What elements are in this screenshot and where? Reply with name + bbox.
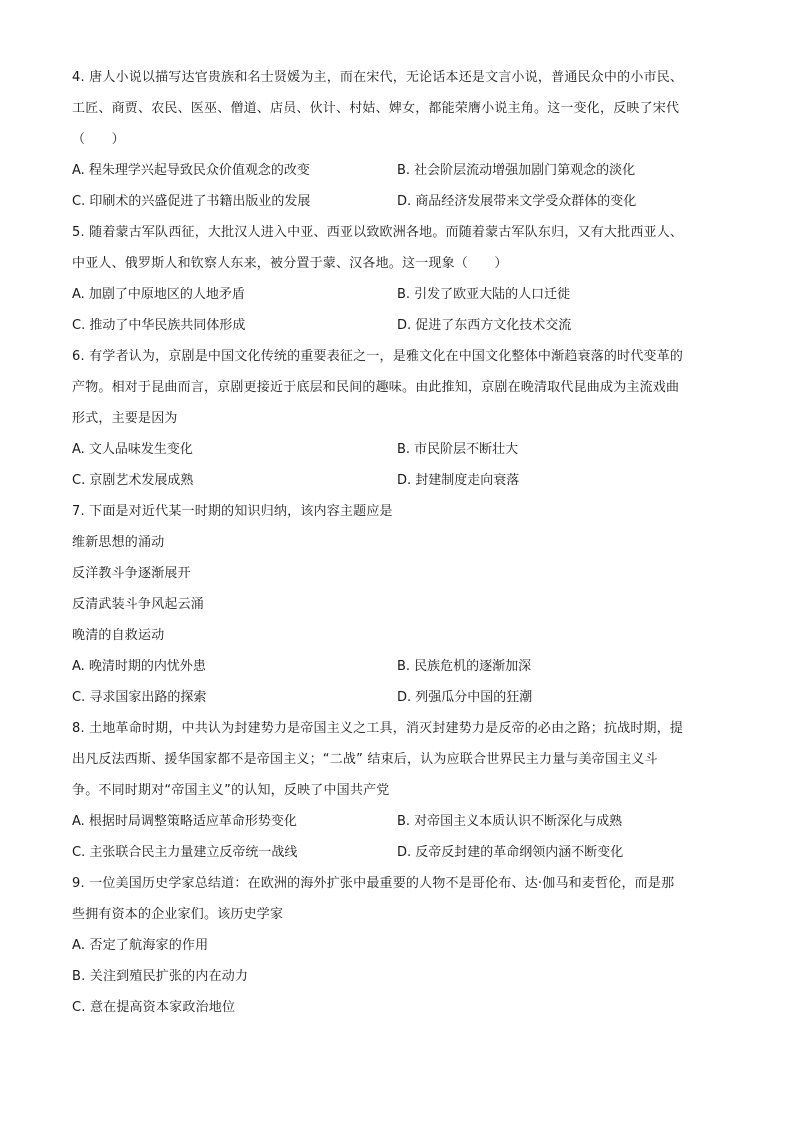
question-6-stem-line-2: 产物。相对于昆曲而言，京剧更接近于底层和民间的趣味。由此推知，京剧在晚清取代昆曲成为主流戏曲 bbox=[72, 380, 680, 395]
question-4-stem-line-3: （ ） bbox=[72, 132, 125, 147]
question-8-option-d[interactable]: D. 反帝反封建的革命纲领内涵不断变化 bbox=[397, 845, 624, 860]
question-7-options-row-1 bbox=[72, 651, 724, 682]
question-6-option-b[interactable]: B. 市民阶层不断壮大 bbox=[397, 442, 519, 457]
question-8-stem-line-2: 出凡反法西斯、援华国家都不是帝国主义；“二战” 结束后，认为应联合世界民主力量与美帝国主义斗 bbox=[72, 752, 658, 767]
question-7-material-line-2: 反洋教斗争逐渐展开 bbox=[72, 566, 191, 581]
question-9-option-b[interactable]: B. 关注到殖民扩张的内在动力 bbox=[72, 969, 249, 984]
question-7-material-line-1: 维新思想的涌动 bbox=[72, 535, 165, 550]
question-4-options-row-2 bbox=[72, 186, 724, 217]
question-7-stem-line-1: 7. 下面是对近代某一时期的知识归纳，该内容主题应是 bbox=[72, 504, 393, 519]
question-9-stem-line-1: 9. 一位美国历史学家总结道：在欧洲的海外扩张中最重要的人物不是哥伦布、达·伽马和麦哲伦，而是那 bbox=[72, 876, 675, 891]
question-9-stem-line-2: 些拥有资本的企业家们。该历史学家 bbox=[72, 907, 284, 922]
question-8 bbox=[72, 713, 724, 868]
question-6-option-c[interactable]: C. 京剧艺术发展成熟 bbox=[72, 473, 194, 488]
question-6-options-row-2 bbox=[72, 465, 724, 496]
question-4-stem-line-1: 4. 唐人小说以描写达官贵族和名士贤媛为主，而在宋代，无论话本还是文言小说，普通民众中的小市民、 bbox=[72, 70, 684, 85]
question-9 bbox=[72, 868, 724, 1023]
question-6-stem-line-1: 6. 有学者认为，京剧是中国文化传统的重要表征之一，是雅文化在中国文化整体中渐趋衰落的时代变革的 bbox=[72, 349, 684, 364]
question-8-options-row-1 bbox=[72, 806, 724, 837]
question-7 bbox=[72, 496, 724, 713]
question-8-option-a[interactable]: A. 根据时局调整策略适应革命形势变化 bbox=[72, 814, 297, 829]
question-5-stem-line-1: 5. 随着蒙古军队西征，大批汉人进入中亚、西亚以致欧洲各地。而随着蒙古军队东归，又有大批西亚人、 bbox=[72, 225, 684, 240]
exam-page bbox=[72, 62, 724, 1023]
question-7-options-row-2 bbox=[72, 682, 724, 713]
question-5-options-row-1 bbox=[72, 279, 724, 310]
question-6 bbox=[72, 341, 724, 496]
question-4-stem-line-2: 工匠、商贾、农民、医巫、僧道、店员、伙计、村姑、婢女，都能荣膺小说主角。这一变化，反映了宋代 bbox=[72, 101, 680, 116]
question-7-material-line-3: 反清武装斗争风起云涌 bbox=[72, 597, 205, 612]
question-4 bbox=[72, 62, 724, 217]
question-5-option-c[interactable]: C. 推动了中华民族共同体形成 bbox=[72, 318, 246, 333]
question-6-options-row-1 bbox=[72, 434, 724, 465]
question-7-option-c[interactable]: C. 寻求国家出路的探索 bbox=[72, 690, 207, 705]
question-8-option-c[interactable]: C. 主张联合民主力量建立反帝统一战线 bbox=[72, 845, 298, 860]
question-5-options-row-2 bbox=[72, 310, 724, 341]
question-6-stem-line-3: 形式，主要是因为 bbox=[72, 411, 178, 426]
question-7-material-line-4: 晚清的自救运动 bbox=[72, 628, 165, 643]
question-4-option-d[interactable]: D. 商品经济发展带来文学受众群体的变化 bbox=[397, 194, 637, 209]
question-5-option-a[interactable]: A. 加剧了中原地区的人地矛盾 bbox=[72, 287, 245, 302]
question-8-options-row-2 bbox=[72, 837, 724, 868]
question-8-option-b[interactable]: B. 对帝国主义本质认识不断深化与成熟 bbox=[397, 814, 623, 829]
question-4-option-b[interactable]: B. 社会阶层流动增强加剧门第观念的淡化 bbox=[397, 163, 636, 178]
question-5 bbox=[72, 217, 724, 341]
question-6-option-a[interactable]: A. 文人品味发生变化 bbox=[72, 442, 193, 457]
question-4-option-a[interactable]: A. 程朱理学兴起导致民众价值观念的改变 bbox=[72, 163, 310, 178]
question-5-stem-line-2: 中亚人、俄罗斯人和钦察人东来，被分置于蒙、汉各地。这一现象（ ） bbox=[72, 256, 508, 271]
question-9-option-c[interactable]: C. 意在提高资本家政治地位 bbox=[72, 1000, 236, 1015]
question-4-options-row-1 bbox=[72, 155, 724, 186]
question-8-stem-line-3: 争。不同时期对“帝国主义”的认知，反映了中国共产党 bbox=[72, 783, 390, 798]
question-5-option-d[interactable]: D. 促进了东西方文化技术交流 bbox=[397, 318, 572, 333]
question-5-option-b[interactable]: B. 引发了欧亚大陆的人口迁徙 bbox=[397, 287, 571, 302]
question-7-option-a[interactable]: A. 晚清时期的内忧外患 bbox=[72, 659, 206, 674]
question-7-option-b[interactable]: B. 民族危机的逐渐加深 bbox=[397, 659, 532, 674]
question-7-option-d[interactable]: D. 列强瓜分中国的狂潮 bbox=[397, 690, 533, 705]
question-4-option-c[interactable]: C. 印刷术的兴盛促进了书籍出版业的发展 bbox=[72, 194, 311, 209]
question-6-option-d[interactable]: D. 封建制度走向衰落 bbox=[397, 473, 520, 488]
question-8-stem-line-1: 8. 土地革命时期，中共认为封建势力是帝国主义之工具，消灭封建势力是反帝的必由之路；抗战时期，提 bbox=[72, 721, 684, 736]
question-9-option-a[interactable]: A. 否定了航海家的作用 bbox=[72, 938, 209, 953]
